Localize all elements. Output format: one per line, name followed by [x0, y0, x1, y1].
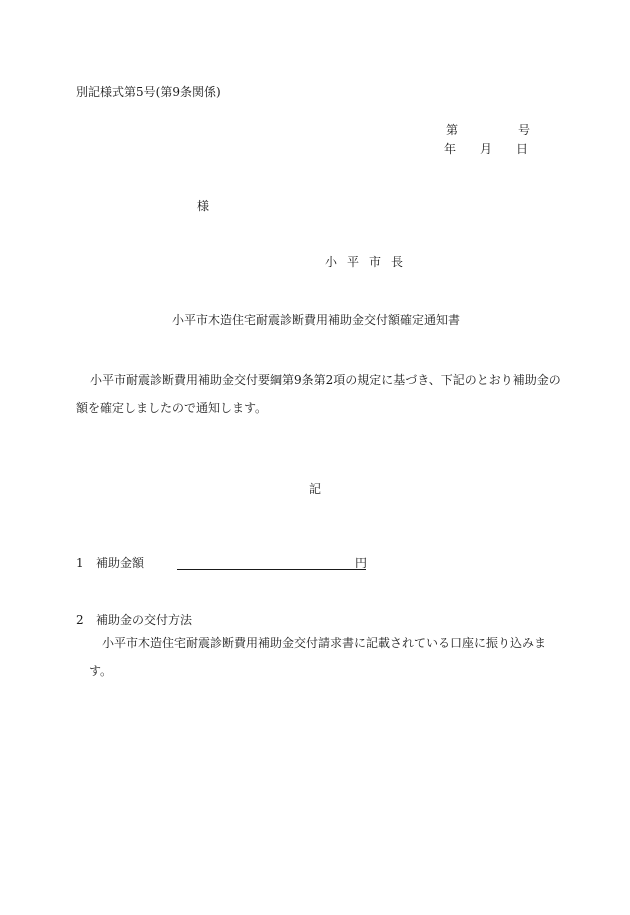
body-line-2: 額を確定しましたので通知します。 — [76, 401, 268, 415]
document-title: 小平市木造住宅耐震診断費用補助金交付額確定通知書 — [172, 313, 461, 327]
form-label: 別記様式第5号(第9条関係) — [76, 85, 221, 99]
item-number: 1 — [76, 556, 84, 570]
date-year-label: 年 — [444, 142, 457, 156]
amount-unit: 円 — [355, 556, 368, 570]
ki-heading: 記 — [309, 482, 322, 496]
item-number: 2 — [76, 613, 84, 627]
body-line-1: 小平市耐震診断費用補助金交付要綱第9条第2項の規定に基づき、下記のとおり補助金の — [90, 373, 561, 387]
date-month-label: 月 — [480, 142, 493, 156]
date-day-label: 日 — [516, 142, 529, 156]
payment-desc-line-1: 小平市木造住宅耐震診断費用補助金交付請求書に記載されている口座に振り込みま — [102, 636, 547, 650]
item-label: 補助金の交付方法 — [96, 613, 193, 627]
item-label: 補助金額 — [96, 556, 145, 570]
recipient-honorific: 様 — [197, 199, 210, 213]
amount-field[interactable] — [177, 555, 366, 570]
document-number-suffix: 号 — [518, 123, 531, 137]
issuer-name: 小平市長 — [325, 255, 414, 269]
payment-desc-line-2: す。 — [89, 664, 113, 678]
document-number-prefix: 第 — [446, 123, 459, 137]
